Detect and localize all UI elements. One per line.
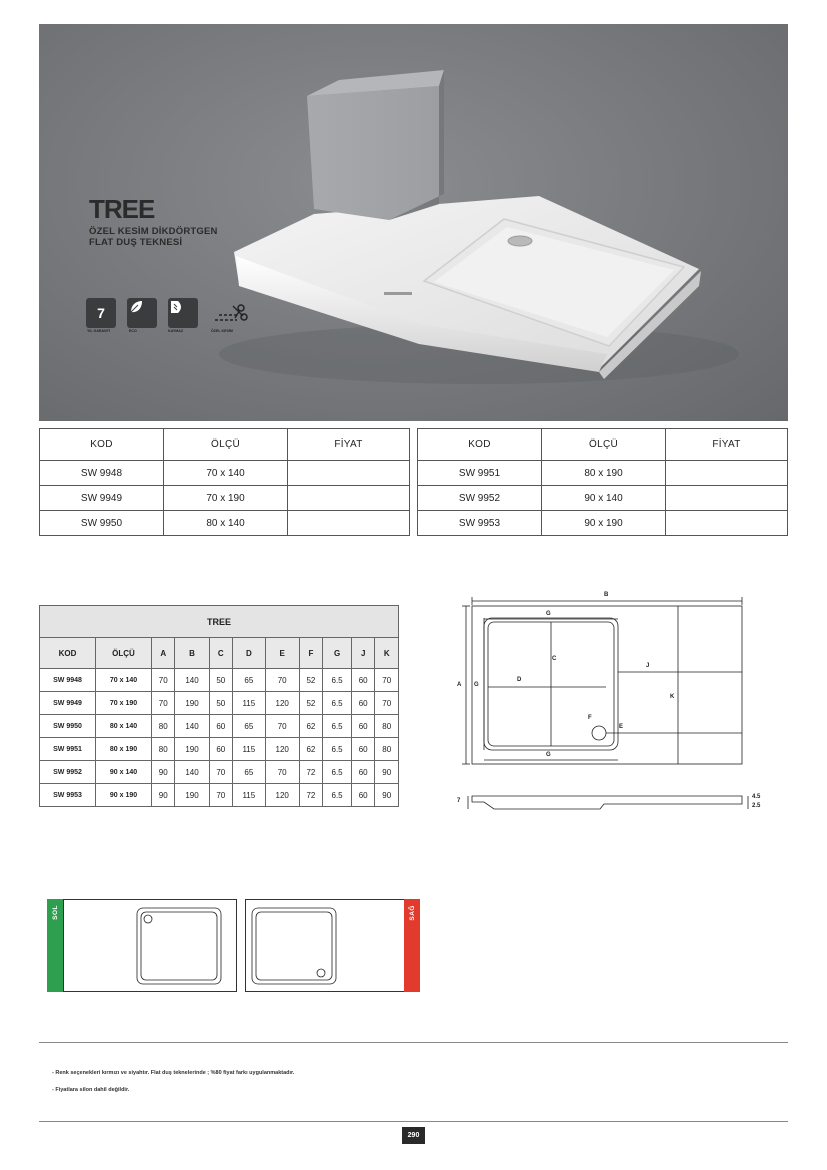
table-cell: 190	[175, 784, 209, 807]
table-cell: 80	[375, 715, 399, 738]
table-cell: 70	[375, 669, 399, 692]
antislip-icon	[168, 298, 198, 328]
table-cell: 6.5	[323, 669, 352, 692]
table-cell: 115	[233, 738, 266, 761]
table-cell: 60	[351, 761, 374, 784]
table-cell: 70 x 140	[96, 669, 152, 692]
footnote: - Renk seçenekleri kırmızı ve siyahtır. Flat duş teknelerinde ; %80 fiyat farkı uygulanmaktadır.	[52, 1070, 295, 1076]
price-table-left	[39, 428, 410, 536]
table-cell: 70	[209, 761, 232, 784]
table-cell: 70 x 190	[96, 692, 152, 715]
table-row: SW 9952 90 x 140	[418, 486, 788, 511]
table-row: SW 9953 90 x 190	[418, 511, 788, 536]
table-cell: 65	[233, 715, 266, 738]
table-row	[40, 669, 399, 692]
table-cell: 115	[233, 784, 266, 807]
feature-label: ECO	[129, 329, 137, 333]
table-cell: 60	[351, 715, 374, 738]
table-cell: 90	[152, 761, 175, 784]
col-header: FİYAT	[666, 429, 788, 461]
table-cell: 90 x 190	[96, 784, 152, 807]
table-cell: 6.5	[323, 715, 352, 738]
table-cell: 60	[351, 784, 374, 807]
table-cell: SW 9949	[40, 692, 96, 715]
table-cell: 6.5	[323, 738, 352, 761]
table-cell: SW 9952	[40, 761, 96, 784]
dimension-table-title: TREE	[40, 606, 399, 638]
table-cell: 80	[375, 738, 399, 761]
table-cell: SW 9953	[40, 784, 96, 807]
technical-drawing: B G A G C D J K F E G 7 4.5 2.5	[457, 592, 761, 809]
feature-label: ÖZEL KESİM	[211, 329, 233, 333]
col-header: KOD	[40, 638, 96, 669]
table-cell: 50	[209, 692, 232, 715]
col-header: C	[209, 638, 232, 669]
table-cell: 80 x 190	[96, 738, 152, 761]
page-number: 290	[402, 1127, 425, 1144]
product-title: TREE	[89, 194, 155, 224]
table-cell: 120	[265, 784, 299, 807]
table-cell: 60	[351, 738, 374, 761]
table-cell: 115	[233, 692, 266, 715]
right-orientation-diagram	[245, 899, 419, 992]
col-header: KOD	[418, 429, 542, 461]
table-cell: SW 9950	[40, 715, 96, 738]
table-row	[40, 692, 399, 715]
table-cell: 140	[175, 715, 209, 738]
table-cell: 6.5	[323, 761, 352, 784]
col-header: ÖLÇÜ	[542, 429, 666, 461]
col-header: ÖLÇÜ	[96, 638, 152, 669]
table-cell: 80	[152, 715, 175, 738]
table-cell: 140	[175, 669, 209, 692]
table-cell: 120	[265, 692, 299, 715]
table-cell: 65	[233, 761, 266, 784]
table-cell: 65	[233, 669, 266, 692]
col-header: E	[265, 638, 299, 669]
product-subtitle: ÖZEL KESİM DİKDÖRTGEN FLAT DUŞ TEKNESİ	[89, 226, 218, 248]
col-header: G	[323, 638, 352, 669]
table-cell: 70	[265, 761, 299, 784]
divider	[39, 1121, 788, 1122]
table-row	[40, 784, 399, 807]
dimension-table	[39, 605, 399, 807]
col-header: F	[299, 638, 322, 669]
table-cell: 120	[265, 738, 299, 761]
table-row: SW 9950 80 x 140	[40, 511, 410, 536]
table-row: SW 9949 70 x 190	[40, 486, 410, 511]
table-cell: SW 9948	[40, 669, 96, 692]
table-cell: 190	[175, 692, 209, 715]
feature-label: KAYMAZ	[168, 329, 184, 333]
table-cell: 80 x 140	[96, 715, 152, 738]
right-orientation-badge: SAĞ	[404, 899, 420, 992]
col-header: FİYAT	[288, 429, 410, 461]
table-cell: 62	[299, 715, 322, 738]
col-header: KOD	[40, 429, 164, 461]
warranty-years-icon: 7	[86, 298, 116, 328]
table-cell: 62	[299, 738, 322, 761]
col-header: ÖLÇÜ	[164, 429, 288, 461]
table-cell: 72	[299, 784, 322, 807]
table-cell: 90	[375, 784, 399, 807]
table-cell: 60	[351, 692, 374, 715]
table-cell: 70	[265, 669, 299, 692]
price-table-right	[417, 428, 788, 536]
table-cell: 6.5	[323, 784, 352, 807]
col-header: K	[375, 638, 399, 669]
left-orientation-badge: SOL	[47, 899, 63, 992]
table-cell: 6.5	[323, 692, 352, 715]
table-cell: 52	[299, 669, 322, 692]
footnote: - Fiyatlara silon dahil değildir.	[52, 1087, 130, 1093]
col-header: J	[351, 638, 374, 669]
table-cell: 190	[175, 738, 209, 761]
table-row	[40, 761, 399, 784]
table-cell: 70	[209, 784, 232, 807]
col-header: D	[233, 638, 266, 669]
table-cell: 140	[175, 761, 209, 784]
table-cell: 90	[152, 784, 175, 807]
table-row	[40, 738, 399, 761]
table-cell: 60	[351, 669, 374, 692]
table-cell: 90 x 140	[96, 761, 152, 784]
table-cell: 70	[265, 715, 299, 738]
table-cell: 70	[375, 692, 399, 715]
table-cell: 70	[152, 692, 175, 715]
table-cell: SW 9951	[40, 738, 96, 761]
hero-image	[39, 24, 788, 421]
left-orientation-diagram	[63, 899, 237, 992]
table-cell: 60	[209, 738, 232, 761]
table-cell: 70	[152, 669, 175, 692]
col-header: B	[175, 638, 209, 669]
feature-label: YIL GARANTİ	[87, 329, 110, 333]
divider	[39, 1042, 788, 1043]
table-cell: 52	[299, 692, 322, 715]
table-cell: 80	[152, 738, 175, 761]
table-cell: 72	[299, 761, 322, 784]
eco-leaf-icon	[127, 298, 157, 328]
table-cell: 90	[375, 761, 399, 784]
table-row	[40, 715, 399, 738]
table-cell: 60	[209, 715, 232, 738]
col-header: A	[152, 638, 175, 669]
table-row: SW 9951 80 x 190	[418, 461, 788, 486]
table-cell: 50	[209, 669, 232, 692]
table-row: SW 9948 70 x 140	[40, 461, 410, 486]
